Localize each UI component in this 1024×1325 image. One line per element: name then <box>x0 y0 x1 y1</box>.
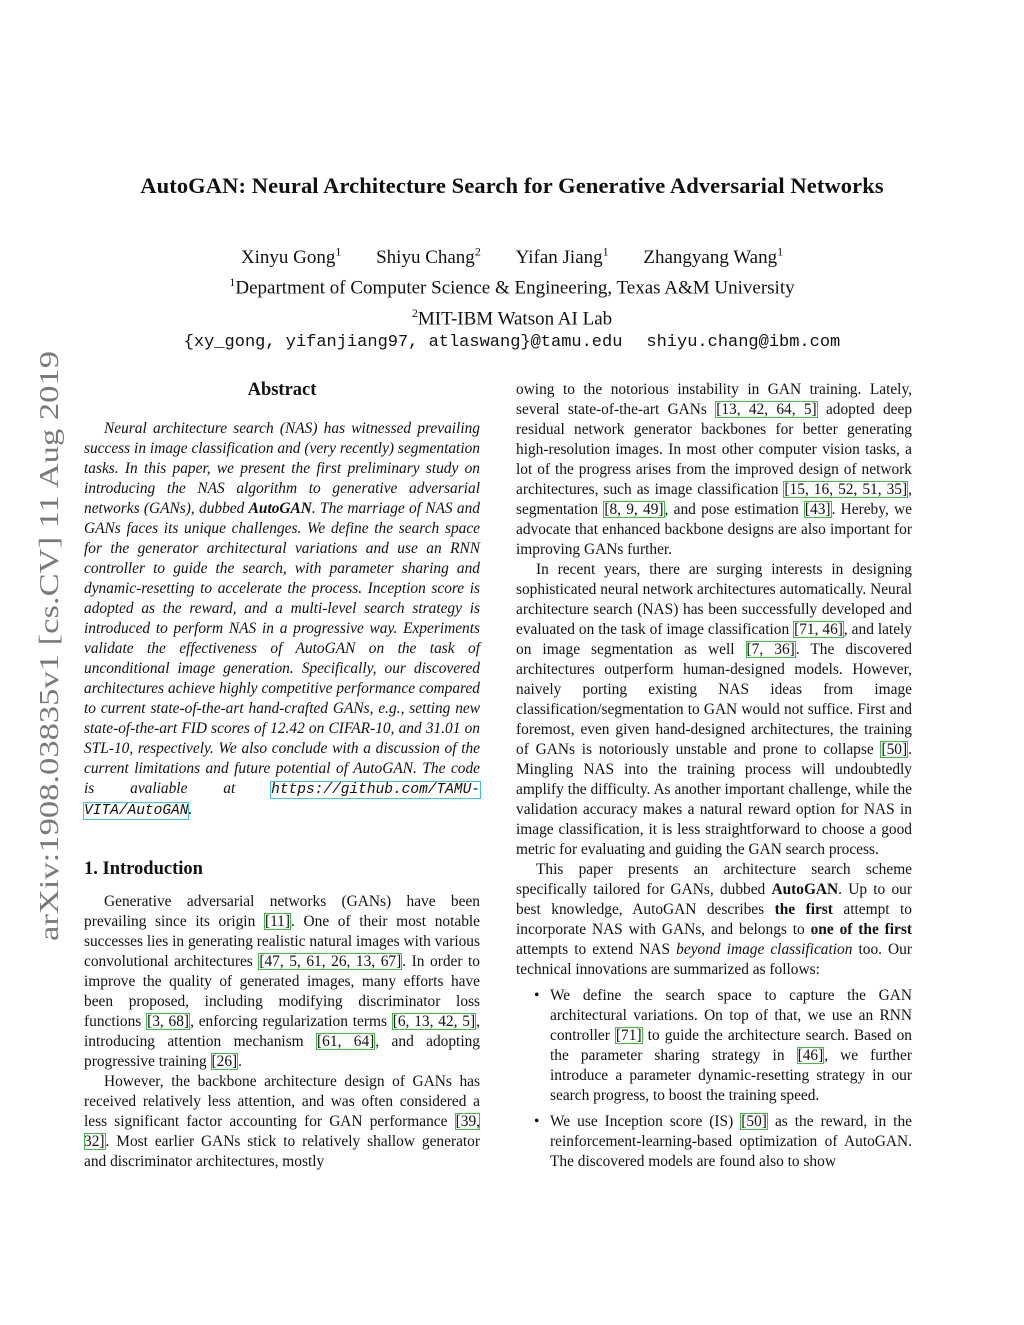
abstract-heading: Abstract <box>247 380 317 400</box>
intro-paragraph-2-continued: owing to the notorious instability in GAN training. Lately, several state-of-the-art GANs [13, 42, 64, 5] adopted deep residual network generator backbones for better generating high-resolution images. In most other computer vision tasks, a lot of the progress arises from the improved design of network architectures, such as image classification [15, 16, 52, 51, 35], segmentation [8, 9, 49], and pose estimation [43]. Hereby, we advocate that enhanced backbone designs are also important for improving GANs further. <box>516 381 913 558</box>
code-link[interactable]: https://github.com/TAMU-VITA/AutoGAN <box>84 782 480 819</box>
abstract-body: Neural architecture search (NAS) has witnessed prevailing success in image classification and (very recently) segmentation tasks. In this paper, we present the first preliminary study on introducing the NAS algorithm to generative adversarial networks (GANs), dubbed AutoGAN. The marriage of NAS and GANs faces its unique challenges. We define the search space for the generator architectural variations and use an RNN controller to guide the search, with parameter sharing and dynamic-resetting to accelerate the process. Inception score is adopted as the reward, and a multi-level search strategy is introduced to perform NAS in a progressive way. Experiments validate the effectiveness of AutoGAN on the task of unconditional image generation. Specifically, our discovered architectures achieve highly competitive performance compared to current state-of-the-art hand-crafted GANs, e.g., setting new state-of-the-art FID scores of 12.42 on CIFAR-10, and 31.01 on STL-10, respectively. We also conclude with a discussion of the current limitations and future potential of AutoGAN. The code is avaliable at https://github.com/TAMU-VITA/AutoGAN. <box>84 420 480 819</box>
citation-link[interactable]: [15, 16, 52, 51, 35] <box>784 481 908 498</box>
citation-link[interactable]: [8, 9, 49] <box>604 501 664 518</box>
citation-link[interactable]: [47, 5, 61, 26, 13, 67] <box>259 953 402 970</box>
intro-paragraph-3: In recent years, there are surging interests in designing sophisticated neural network architectures automatically. Neural architecture search (NAS) has been successfully developed and evaluated on the task of image classification [71, 46], and lately on image segmentation as well [7, 36]. The discovered architectures outperform human-designed models. However, naively porting existing NAS ideas from image classification/segmentation to GAN would not suffice. First and foremost, even given hand-designed architectures, the training of GANs is notoriously unstable and prone to collapse [50]. Mingling NAS into the training process will undoubtedly amplify the difficulty. As another important challenge, while the validation accuracy makes a natural reward option for NAS in image classification, it is less straightforward to choose a good metric for evaluating and guiding the GAN search process. <box>516 561 913 858</box>
email-group: {xy_gong, yifanjiang97, atlaswang}@tamu.edu <box>183 332 623 352</box>
emphasis-bold: one of the first <box>810 921 913 938</box>
citation-link[interactable]: [11] <box>264 913 291 930</box>
author-list <box>0 240 1024 270</box>
contribution-item: • We use Inception score (IS) [50] as the reward, in the reinforcement-learning-based optimization of AutoGAN. The discovered models are found also to show <box>534 1113 912 1170</box>
citation-link[interactable]: [71, 46] <box>794 621 843 638</box>
emphasis-bold: the first <box>774 901 833 918</box>
author-block <box>0 240 1024 355</box>
arxiv-stamp-text: arXiv:1908.03835v1 [cs.CV] 11 Aug 2019 <box>34 480 64 941</box>
contribution-item: • We define the search space to capture the GAN architectural variations. On top of that, we use an RNN controller [71] to guide the architecture search. Based on the parameter sharing strategy in [46], we further introduce a parameter dynamic-resetting strategy in our search progress, to boost the training speed. <box>534 987 912 1104</box>
citation-link[interactable]: [71] <box>615 1027 642 1044</box>
intro-paragraph-2: However, the backbone architecture design of GANs has received relatively less attention, and was often considered a less significant factor accounting for GAN performance [39, 32]. Most earlier GANs stick to relatively shallow generator and discriminator architectures, mostly <box>84 1073 480 1170</box>
paper-title: AutoGAN: Neural Architecture Search for Generative Adversarial Networks <box>140 173 884 198</box>
citation-link[interactable]: [61, 64] <box>317 1033 375 1050</box>
citation-link[interactable]: [46] <box>797 1047 824 1064</box>
intro-paragraph-1: Generative adversarial networks (GANs) have been prevailing since its origin [11]. One of their most notable successes lies in generating realistic natural images with various convolutional architectures [47, 5, 61, 26, 13, 67]. In order to improve the quality of generated images, many efforts have been proposed, including modifying discriminator loss functions [3, 68], enforcing regularization terms [6, 13, 42, 5], introducing attention mechanism [61, 64], and adopting progressive training [26]. <box>84 893 481 1070</box>
citation-link[interactable]: [43] <box>804 501 831 518</box>
author: Yifan Jiang$^1$ <box>515 245 609 269</box>
citation-link[interactable]: [50] <box>741 1113 767 1130</box>
author: Xinyu Gong$^1$ <box>240 245 342 269</box>
contribution-list <box>516 986 912 1172</box>
left-column <box>84 380 480 1172</box>
citation-link[interactable]: [13, 42, 64, 5] <box>716 401 817 418</box>
affiliation: $^1$Department of Computer Science & Engineering, Texas A&M University <box>229 275 795 299</box>
section-heading-introduction: 1. Introduction <box>84 859 203 879</box>
emphasis-bold: AutoGAN <box>771 881 839 898</box>
arxiv-identifier <box>16 345 74 945</box>
bullet-glyph: • <box>534 987 540 1004</box>
citation-link[interactable]: [39, 32] <box>84 1113 480 1150</box>
author: Shiyu Chang$^2$ <box>376 245 481 269</box>
author-emails <box>0 331 1024 355</box>
right-column <box>516 380 912 1178</box>
citation-link[interactable]: [6, 13, 42, 5] <box>392 1013 476 1030</box>
author: Zhangyang Wang$^1$ <box>643 245 784 269</box>
citation-link[interactable]: [7, 36] <box>746 641 795 658</box>
citation-link[interactable]: [50] <box>881 741 908 758</box>
intro-paragraph-4: This paper presents an architecture search scheme specifically tailored for GANs, dubbed AutoGAN. Up to our best knowledge, AutoGAN describes the first attempt to incorporate NAS with GANs, and belongs to one of the first attempts to extend NAS beyond image classification too. Our technical innovations are summarized as follows: <box>516 861 913 978</box>
citation-link[interactable]: [26] <box>211 1053 238 1070</box>
bullet-glyph: • <box>534 1113 540 1130</box>
citation-link[interactable]: [3, 68] <box>147 1013 190 1030</box>
affiliation: $^2$MIT-IBM Watson AI Lab <box>411 305 613 329</box>
email-single: shiyu.chang@ibm.com <box>646 332 841 352</box>
emphasis-italic: beyond image classification <box>676 941 853 958</box>
